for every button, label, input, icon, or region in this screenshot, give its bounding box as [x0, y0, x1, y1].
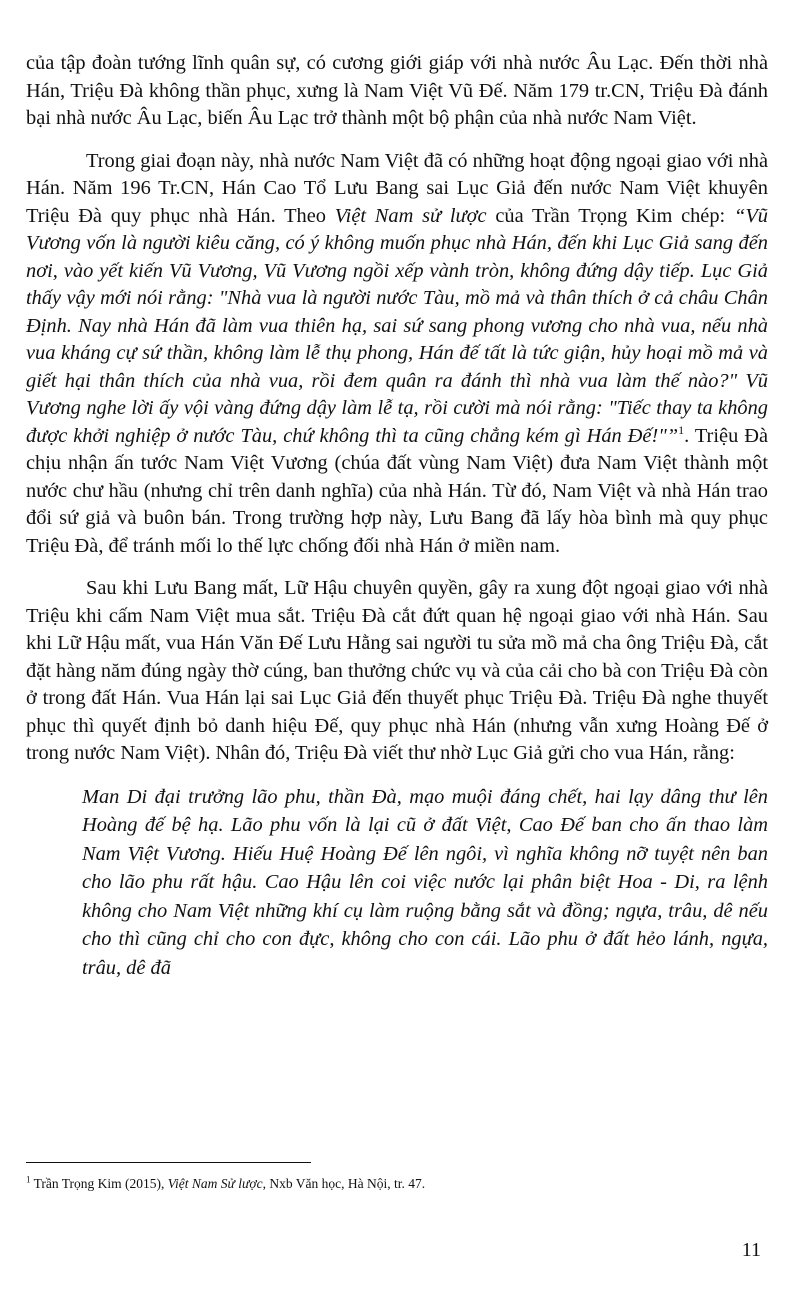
footnote: [26, 1175, 768, 1192]
quoted-passage: “Vũ Vương vốn là người kiêu căng, có ý không muốn phục nhà Hán, đến khi Lục Giả sang đến nơi, vào yết kiến Vũ Vương, Vũ Vương ngồi xếp vành tròn, không đứng dậy tiếp. Lục Giả thấy vậy mới nói rằng: "Nhà vua là người nước Tàu, mồ mả và thân thích ở cả châu Chân Định. Nay nhà Hán đã làm vua thiên hạ, sai sứ sang phong vương cho nhà vua, nếu nhà vua kháng cự sứ thần, không làm lễ thụ phong, Hán đế tất là tức giận, hủy hoại mồ mả và giết hại thân thích của nhà vua, rồi đem quân ra đánh thì nhà vua làm thế nào?" Vũ Vương nghe lời ấy vội vàng đứng dậy làm lễ tạ, rồi cười mà nói rằng: "Tiếc thay ta không được khởi nghiệp ở nước Tàu, chứ không thì ta cũng chẳng kém gì Hán Đế!"”: [26, 204, 768, 447]
paragraph-2-text-a: Trong giai đoạn này, nhà nước Nam Việt đã có những hoạt động ngoại giao với nhà Hán. Năm 196 Tr.CN, Hán Cao Tổ Lưu Bang sai Lục Giả đến nước Nam Việt khuyên Triệu Đà quy phục nhà Hán. Theo: [26, 149, 768, 227]
letter-quote: Man Di đại trưởng lão phu, thần Đà, mạo muội đáng chết, hai lạy dâng thư lên Hoàng đế bệ hạ. Lão phu vốn là lại cũ ở đất Việt, Cao Đế ban cho ấn thao làm Nam Việt Vương. Hiếu Huệ Hoàng Đế lên ngôi, vì nghĩa không nỡ tuyệt nên ban cho lão phu rất hậu. Cao Hậu lên coi việc nước lại phân biệt Hoa - Di, ra lệnh không cho Nam Việt những khí cụ làm ruộng bằng sắt và đồng; ngựa, trâu, dê nếu cho thì cũng chỉ cho con đực, không cho con cái. Lão phu ở đất hẻo lánh, ngựa, trâu, dê đã: [82, 785, 768, 980]
paragraph-3: Sau khi Lưu Bang mất, Lữ Hậu chuyên quyền, gây ra xung đột ngoại giao với nhà Triệu khi cấm Nam Việt mua sắt. Triệu Đà cắt đứt quan hệ ngoại giao với nhà Hán. Sau khi Lữ Hậu mất, vua Hán Văn Đế Lưu Hằng sai người tu sửa mồ mả cha ông Triệu Đà, cắt đặt hàng năm đúng ngày thờ cúng, ban thưởng chức vụ và của cải cho bà con Triệu Đà còn ở trong đất Hán. Vua Hán lại sai Lục Giả đến thuyết phục Triệu Đà. Triệu Đà nghe thuyết phục thì quyết định bỏ danh hiệu Đế, quy phục nhà Hán (nhưng vẫn xưng Hoàng Đế ở trong nước Nam Việt). Nhân đó, Triệu Đà viết thư nhờ Lục Giả gửi cho vua Hán, rằng:: [26, 577, 768, 764]
paragraph-2-text-b: của Trần Trọng Kim chép:: [486, 204, 734, 227]
footnote-reference: 1: [678, 422, 685, 437]
footnote-divider: [26, 1162, 311, 1163]
page-number: 11: [741, 1239, 761, 1261]
footnote-title: Việt Nam Sử lược: [167, 1176, 263, 1191]
paragraph-2-text-c: . Triệu Đà chịu nhận ấn tước Nam Việt Vương (chúa đất vùng Nam Việt) đưa Nam Việt thành một nước chư hầu (nhưng chỉ trên danh nghĩa) của nhà Hán. Từ đó, Nam Việt và nhà Hán trao đổi sứ giả và buôn bán. Trong trường hợp này, Lưu Bang đã lấy hòa bình mà quy phục Triệu Đà, để tránh mối lo thế lực chống đối nhà Hán ở miền nam.: [26, 424, 768, 557]
footnote-author: Trần Trọng Kim (2015),: [33, 1176, 168, 1191]
book-title: Việt Nam sử lược: [334, 204, 487, 227]
page-body: [26, 50, 768, 983]
footnote-number: 1: [26, 1174, 31, 1185]
paragraph-1: của tập đoàn tướng lĩnh quân sự, có cương giới giáp với nhà nước Âu Lạc. Đến thời nhà Hán, Triệu Đà không thần phục, xưng là Nam Việt Vũ Đế. Năm 179 tr.CN, Triệu Đà đánh bại nhà nước Âu Lạc, biến Âu Lạc trở thành một bộ phận của nhà nước Nam Việt.: [26, 52, 768, 129]
paragraph-2: [26, 148, 768, 561]
footnote-rest: , Nxb Văn học, Hà Nội, tr. 47.: [262, 1176, 426, 1191]
